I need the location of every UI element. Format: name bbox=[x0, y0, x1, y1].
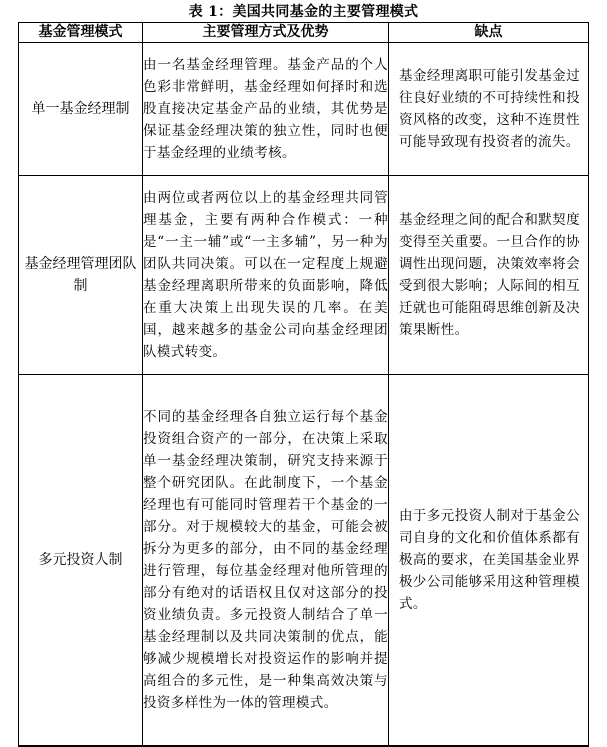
management-modes-table bbox=[18, 22, 589, 747]
header-method: 主要管理方式及优势 bbox=[143, 23, 389, 43]
disadvantage-cell: 基金经理离职可能引发基金过往良好业绩的不可持续性和投资风格的改变，这种不连贯性可能导致现有投资者的流失。 bbox=[389, 43, 589, 176]
header-mode: 基金管理模式 bbox=[19, 23, 143, 43]
mode-cell bbox=[19, 375, 143, 747]
header-disadvantage: 缺点 bbox=[389, 23, 589, 43]
table-row bbox=[19, 43, 589, 176]
disadvantage-cell: 基金经理之间的配合和默契度变得至关重要。一旦合作的协调性出现问题，决策效率将会受到很大影响；人际间的相互迁就也可能阻碍思维创新及决策果断性。 bbox=[389, 176, 589, 375]
mode-text: 多元投资人制 bbox=[38, 552, 123, 568]
method-cell: 由一名基金经理管理。基金产品的个人色彩非常鲜明，基金经理如何择时和选股直接决定基金产品的业绩，其优势是保证基金经理决策的独立性，同时也便于基金经理的业绩考核。 bbox=[143, 43, 389, 176]
method-cell: 不同的基金经理各自独立运行每个基金投资组合资产的一部分，在决策上采取单一基金经理决策制，研究支持来源于整个研究团队。在此制度下，一个基金经理也有可能同时管理若干个基金的一部分。对于规模较大的基金，可能会被拆分为更多的部分，由不同的基金经理进行管理，每位基金经理对他所管理的部分有绝对的话语权且仅对这部分的投资业绩负责。多元投资人制结合了单一基金经理制以及共同决策制的优点，能够减少规模增长对投资运作的影响并提高组合的多元性，是一种集高效决策与投资多样性为一体的管理模式。 bbox=[143, 375, 389, 747]
disadvantage-cell: 由于多元投资人制对于基金公司自身的文化和价值体系都有极高的要求，在美国基金业界极少公司能够采用这种管理模式。 bbox=[389, 375, 589, 747]
mode-text: 基金经理管理团队制 bbox=[24, 256, 137, 294]
mode-cell bbox=[19, 176, 143, 375]
table-header-row bbox=[19, 23, 589, 43]
mode-text: 单一基金经理制 bbox=[31, 101, 130, 117]
method-cell: 由两位或者两位以上的基金经理共同管理基金，主要有两种合作模式：一种是“一主一辅”或“一主多辅”，另一种为团队共同决策。可以在一定程度上规避基金经理离职所带来的负面影响，降低在重大决策上出现失误的几率。在美国，越来越多的基金公司向基金经理团队模式转变。 bbox=[143, 176, 389, 375]
table-row bbox=[19, 176, 589, 375]
mode-cell bbox=[19, 43, 143, 176]
table-caption: 表 1：美国共同基金的主要管理模式 bbox=[188, 4, 419, 20]
table-row bbox=[19, 375, 589, 747]
